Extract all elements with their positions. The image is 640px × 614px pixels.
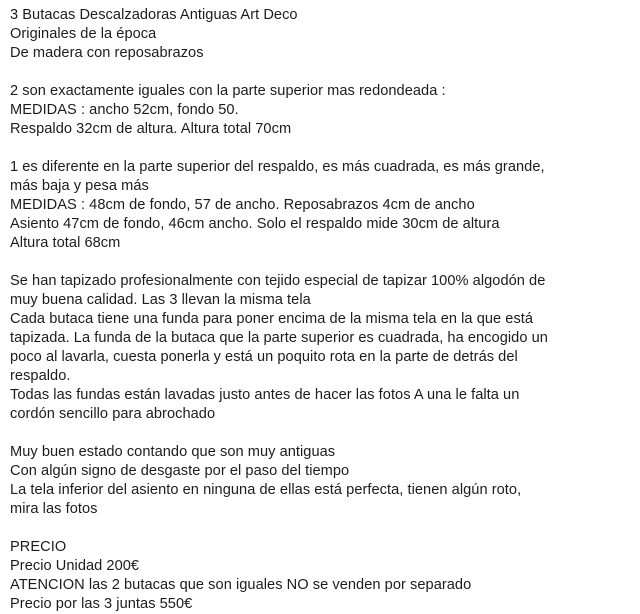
paragraph-gap xyxy=(10,253,635,272)
bundle-price: Precio por las 3 juntas 550€ xyxy=(10,596,193,612)
condition-line: Muy buen estado contando que son muy antiguas xyxy=(10,444,336,460)
condition-line: Con algún signo de desgaste por el paso del tiempo xyxy=(10,463,350,479)
upholstery-line: cordón sencillo para abrochado xyxy=(10,406,216,422)
single-chair-section xyxy=(10,158,635,253)
single-line: más baja y pesa más xyxy=(10,178,149,194)
pair-line: 2 son exactamente iguales con la parte superior mas redondeada : xyxy=(10,83,446,99)
price-section xyxy=(10,538,635,614)
condition-line: mira las fotos xyxy=(10,501,98,517)
upholstery-line: respaldo. xyxy=(10,368,71,384)
listing-title: 3 Butacas Descalzadoras Antiguas Art Deco xyxy=(10,7,298,23)
upholstery-line: Se han tapizado profesionalmente con tejido especial de tapizar 100% algodón de xyxy=(10,273,546,289)
unit-price: Precio Unidad 200€ xyxy=(10,558,140,574)
upholstery-line: Todas las fundas están lavadas justo antes de hacer las fotos A una le falta un xyxy=(10,387,520,403)
condition-section xyxy=(10,443,635,519)
upholstery-line: muy buena calidad. Las 3 llevan la misma tela xyxy=(10,292,311,308)
matching-pair-section xyxy=(10,82,635,139)
intro-section xyxy=(10,6,635,63)
single-line: Asiento 47cm de fondo, 46cm ancho. Solo el respaldo mide 30cm de altura xyxy=(10,216,500,232)
upholstery-line: Cada butaca tiene una funda para poner encima de la misma tela en la que está xyxy=(10,311,534,327)
paragraph-gap xyxy=(10,519,635,538)
single-measurements: MEDIDAS : 48cm de fondo, 57 de ancho. Reposabrazos 4cm de ancho xyxy=(10,197,475,213)
listing-description xyxy=(10,6,635,614)
paragraph-gap xyxy=(10,424,635,443)
price-heading: PRECIO xyxy=(10,539,67,555)
pair-measurements: MEDIDAS : ancho 52cm, fondo 50. xyxy=(10,102,239,118)
intro-line: Originales de la época xyxy=(10,26,157,42)
paragraph-gap xyxy=(10,63,635,82)
upholstery-section xyxy=(10,272,635,424)
upholstery-line: poco al lavarla, cuesta ponerla y está un poquito rota en la parte de detrás del xyxy=(10,349,518,365)
single-line: Altura total 68cm xyxy=(10,235,121,251)
sale-notice: ATENCION las 2 butacas que son iguales NO se venden por separado xyxy=(10,577,472,593)
intro-line: De madera con reposabrazos xyxy=(10,45,204,61)
single-line: 1 es diferente en la parte superior del respaldo, es más cuadrada, es más grande, xyxy=(10,159,545,175)
condition-line: La tela inferior del asiento en ninguna de ellas está perfecta, tienen algún roto, xyxy=(10,482,522,498)
paragraph-gap xyxy=(10,139,635,158)
upholstery-line: tapizada. La funda de la butaca que la parte superior es cuadrada, ha encogido un xyxy=(10,330,548,346)
pair-line: Respaldo 32cm de altura. Altura total 70cm xyxy=(10,121,292,137)
